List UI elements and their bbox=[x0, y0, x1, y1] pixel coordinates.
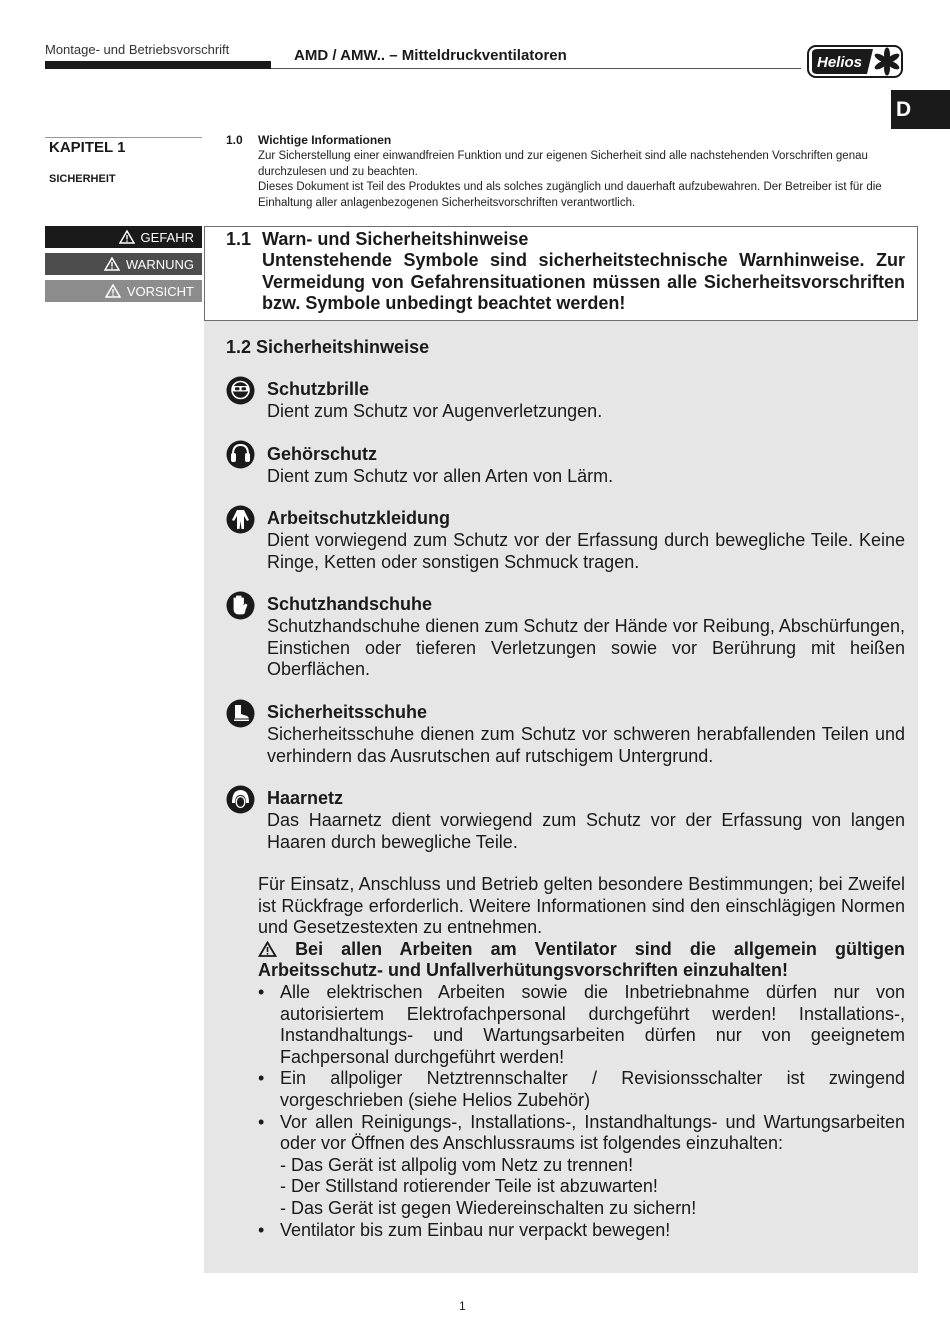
hazard-label-warnung bbox=[45, 253, 202, 275]
chapter-title: KAPITEL 1 bbox=[49, 139, 126, 156]
hairnet-icon bbox=[226, 785, 255, 814]
hazard-label-text: WARNUNG bbox=[125, 256, 194, 272]
item-text: Dient vorwiegend zum Schutz vor der Erfassung durch bewegliche Teile. Keine Ringe, Ketten oder sonstigen Schmuck tragen. bbox=[267, 530, 905, 572]
logo-wordmark: Helios bbox=[817, 54, 863, 71]
item-title: Haarnetz bbox=[267, 788, 344, 808]
list-sub-item: - Das Gerät ist gegen Wiedereinschalten zu sichern! bbox=[280, 1197, 697, 1218]
hazard-label-gefahr bbox=[45, 226, 202, 248]
warning-triangle-icon bbox=[105, 284, 121, 298]
document-type: Montage- und Betriebsvorschrift bbox=[45, 42, 230, 57]
list-item: • Ein allpoliger Netztrennschalter / Revisionsschalter ist zwingend vorgeschrieben (siehe Helios Zubehör) bbox=[258, 1068, 905, 1110]
safety-shoes-icon bbox=[226, 699, 255, 728]
item-title: Gehörschutz bbox=[267, 444, 378, 464]
item-title: Schutzbrille bbox=[267, 379, 370, 399]
list-sub-item: - Das Gerät ist allpolig vom Netz zu trennen! bbox=[280, 1154, 634, 1175]
list-item-text: Alle elektrischen Arbeiten sowie die Inbetriebnahme dürfen nur von autorisiertem Elektrofachpersonal durchgeführt werden! Installations-, Instandhaltungs- und Wartungsarbeiten dürfen nur von geeignetem Fachpersonal durchgeführt werden! bbox=[280, 981, 905, 1067]
general-warning-text: Bei allen Arbeiten am Ventilator sind die allgemein gültigen Arbeitsschutz- und Unfallverhütungsvorschriften einzuhalten! bbox=[258, 938, 905, 981]
section-1-0-heading: Wichtige Informationen bbox=[258, 133, 392, 147]
item-title: Sicherheitsschuhe bbox=[267, 702, 428, 722]
general-instructions bbox=[258, 874, 905, 1241]
warning-triangle-icon bbox=[258, 941, 277, 957]
general-warning bbox=[258, 939, 905, 982]
list-item: • Alle elektrischen Arbeiten sowie die Inbetriebnahme dürfen nur von autorisiertem Elektrofachpersonal durchgeführt werden! Installations-, Instandhaltungs- und Wartungsarbeiten dürfen nur von geeignetem Fachpersonal durchgeführt werden! bbox=[258, 981, 905, 1067]
item-text: Dient zum Schutz vor Augenverletzungen. bbox=[267, 401, 603, 421]
chapter-subtitle: SICHERHEIT bbox=[49, 173, 116, 185]
item-text: Dient zum Schutz vor allen Arten von Lärm. bbox=[267, 466, 614, 486]
language-tab: D bbox=[891, 90, 950, 129]
section-1-1-heading: Warn- und Sicherheitshinweise bbox=[262, 229, 529, 249]
protective-gloves-icon bbox=[226, 591, 255, 620]
product-title: AMD / AMW.. – Mitteldruckventilatoren bbox=[294, 47, 567, 64]
list-item-text: Vor allen Reinigungs-, Installations-, Instandhaltungs- und Wartungsarbeiten oder vor Öffnen des Anschlussraums ist folgendes einzuhalten: bbox=[280, 1111, 905, 1154]
hazard-label-text: VORSICHT bbox=[126, 283, 194, 299]
list-item: • Vor allen Reinigungs-, Installations-, Instandhaltungs- und Wartungsarbeiten oder vor Öffnen des Anschlussraums ist folgendes einzuhalten: - Das Gerät ist allpolig vom Netz zu trennen! - Der Stillstand rotierender Teile ist abzuwarten! - Das Gerät ist gegen Wiedereinschalten zu sichern! bbox=[258, 1111, 905, 1218]
hazard-label-vorsicht bbox=[45, 280, 202, 302]
item-title: Schutzhandschuhe bbox=[267, 594, 433, 614]
list-sub-item: - Der Stillstand rotierender Teile ist abzuwarten! bbox=[280, 1176, 658, 1197]
section-1-0-paragraph: Zur Sicherstellung einer einwandfreien Funktion und zur eigenen Sicherheit sind alle nachstehenden Vorschriften genau durchzulesen und zu beachten. bbox=[258, 150, 868, 178]
section-1-2-heading: 1.2 Sicherheitshinweise bbox=[226, 337, 430, 357]
section-1-0-paragraph: Dieses Dokument ist Teil des Produktes und als solches zugänglich und dauerhaft aufzubewahren. Der Betreiber ist für die Einhaltung aller anlagenbezogenen Sicherheitsvorschriften verantwortlich. bbox=[258, 181, 882, 210]
section-1-1-number: 1.1 bbox=[226, 229, 252, 249]
item-title: Arbeitschutzkleidung bbox=[267, 508, 451, 528]
section-1-0-text bbox=[258, 149, 906, 212]
helios-logo bbox=[807, 45, 903, 78]
hazard-label-text: GEFAHR bbox=[140, 229, 194, 245]
section-1-1-text: Untenstehende Symbole sind sicherheitstechnische Warnhinweise. Zur Vermeidung von Gefahrensituationen müssen alle Sicherheitsvorschriften bzw. Symbole unbedingt beachtet werden! bbox=[262, 250, 905, 314]
safety-goggles-icon bbox=[226, 376, 255, 405]
page-number: 1 bbox=[459, 1299, 466, 1313]
item-text: Schutzhandschuhe dienen zum Schutz der Hände vor Reibung, Abschürfungen, Einstichen oder tieferen Verletzungen sowie vor Berührung mit heißen Oberflächen. bbox=[267, 616, 905, 680]
ear-protection-icon bbox=[226, 440, 255, 469]
list-item-text: Ein allpoliger Netztrennschalter / Revisionsschalter ist zwingend vorgeschrieben (siehe Helios Zubehör) bbox=[280, 1068, 905, 1110]
general-bullet-list bbox=[258, 982, 905, 1241]
list-item-text: Ventilator bis zum Einbau nur verpackt bewegen! bbox=[280, 1219, 671, 1240]
section-1-0-number: 1.0 bbox=[226, 133, 243, 147]
general-intro: Für Einsatz, Anschluss und Betrieb gelten besondere Bestimmungen; bei Zweifel ist Rückfrage erforderlich. Weitere Informationen sind den einschlägigen Normen und Gesetzestexten zu entnehmen. bbox=[258, 874, 905, 938]
chapter-rule bbox=[45, 137, 202, 138]
protective-clothing-icon bbox=[226, 505, 255, 534]
header-rule bbox=[271, 68, 801, 69]
header-bar bbox=[45, 61, 271, 69]
item-text: Sicherheitsschuhe dienen zum Schutz vor schweren herabfallenden Teilen und verhindern das Ausrutschen auf rutschigem Untergrund. bbox=[267, 724, 905, 766]
list-item: • Ventilator bis zum Einbau nur verpackt bewegen! bbox=[258, 1219, 671, 1240]
warning-triangle-icon bbox=[104, 257, 120, 271]
warning-triangle-icon bbox=[119, 230, 135, 244]
item-text: Das Haarnetz dient vorwiegend zum Schutz vor der Erfassung von langen Haaren durch bewegliche Teile. bbox=[267, 810, 905, 852]
